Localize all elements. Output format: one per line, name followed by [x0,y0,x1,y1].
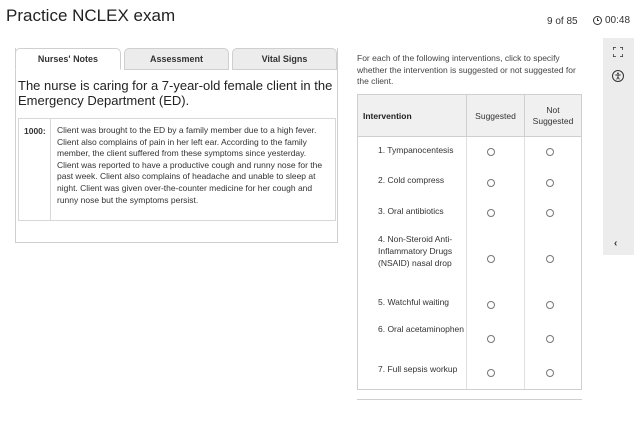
grid-header [358,95,581,137]
radio-watchful-waiting-suggested[interactable] [487,301,495,309]
row-label-cold-compress: 2. Cold compress [378,175,445,185]
tab-assessment[interactable]: Assessment [124,48,229,70]
radio-nsaid-suggested[interactable] [487,255,495,263]
accessibility-icon[interactable] [612,70,624,82]
nurses-note [18,118,336,221]
question-progress: 9 of 85 [547,16,578,27]
page-title: Practice NCLEX exam [6,6,176,25]
radio-nsaid-not-suggested[interactable] [546,255,554,263]
radio-watchful-waiting-not-suggested[interactable] [546,301,554,309]
row-label-oral-acetaminophen: 6. Oral acetaminophen [378,324,464,334]
row-label-full-sepsis-workup: 7. Full sepsis workup [378,364,458,374]
radio-cold-compress-suggested[interactable] [487,179,495,187]
intervention-grid [357,94,582,390]
timer [593,15,630,26]
divider [357,399,582,400]
case-tabs [15,48,337,70]
radio-cold-compress-not-suggested[interactable] [546,179,554,187]
note-text: Client was brought to the ED by a family member due to a high fever. Client also complains of pain in her left ear. According to the family member, the client suffered from these symptoms since yesterday. Client was reported to have a productive cough and runny nose for the past week. Client also complains of headache and unable to sleep at night. Client was given over-the-counter medicine for her cough and runny nose but the symptoms persist. [57,125,323,205]
radio-oral-acetaminophen-suggested[interactable] [487,335,495,343]
timer-value: 00:48 [605,15,631,26]
header-intervention: Intervention [363,111,412,121]
column-divider [524,137,525,389]
clock-icon [593,16,602,25]
header-not-suggested: Not Suggested [524,95,581,137]
radio-tympanocentesis-suggested[interactable] [487,148,495,156]
expand-icon[interactable] [613,47,623,57]
row-label-tympanocentesis: 1. Tympanocentesis [378,145,454,155]
row-label-oral-antibiotics: 3. Oral antibiotics [378,206,444,216]
radio-tympanocentesis-not-suggested[interactable] [546,148,554,156]
note-time: 1000: [19,119,51,220]
radio-full-sepsis-workup-suggested[interactable] [487,369,495,377]
side-toolbar [603,38,634,255]
radio-oral-acetaminophen-not-suggested[interactable] [546,335,554,343]
header-suggested: Suggested [466,95,524,137]
chevron-left-icon[interactable]: ‹ [614,238,618,249]
radio-oral-antibiotics-suggested[interactable] [487,209,495,217]
radio-oral-antibiotics-not-suggested[interactable] [546,209,554,217]
row-label-watchful-waiting: 5. Watchful waiting [378,297,450,307]
tab-nurses-notes[interactable]: Nurses' Notes [15,48,121,70]
tab-vital-signs[interactable]: Vital Signs [232,48,337,70]
scenario-text: The nurse is caring for a 7-year-old female client in the Emergency Department (ED). [18,78,333,108]
radio-full-sepsis-workup-not-suggested[interactable] [546,369,554,377]
row-label-nsaid-nasal-drop: 4. Non-Steroid Anti-Inflammatory Drugs (NSAID) nasal drop [378,234,453,268]
instructions: For each of the following interventions, click to specify whether the intervention is suggested or not suggested for the client. [357,53,576,86]
column-divider [466,137,467,389]
